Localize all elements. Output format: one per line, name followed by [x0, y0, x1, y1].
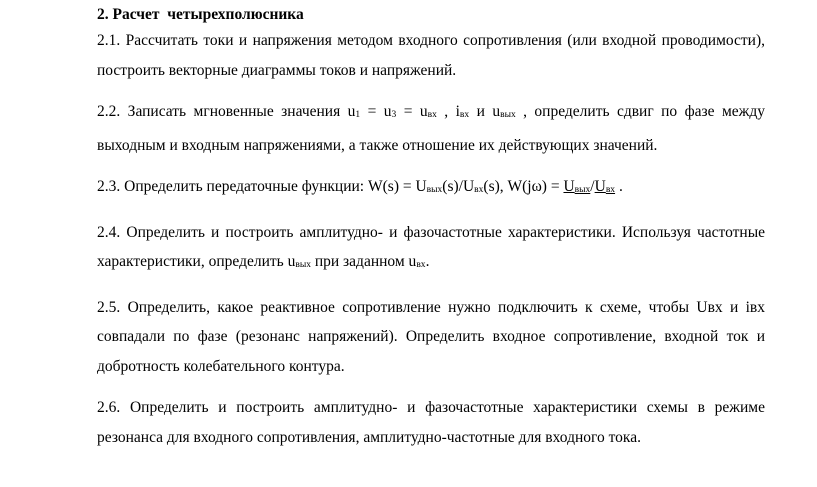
- paragraph-2-2: [97, 97, 765, 160]
- p4-subscript-2: вх: [416, 260, 426, 270]
- p3-subscript-4: вх: [605, 185, 616, 195]
- paragraph-2-4: [97, 218, 765, 281]
- p3-subscript-1: вых: [426, 185, 443, 195]
- p2-subscript-1: 1: [355, 110, 361, 120]
- p3-subscript-2: вх: [474, 185, 484, 195]
- paragraph-2-6: [97, 393, 765, 452]
- document-page: [97, 0, 765, 452]
- p4-subscript-1: вых: [295, 260, 311, 270]
- p2-text-4: , i: [436, 103, 460, 120]
- section-heading: 2. Расчет четырехполюсника: [97, 6, 304, 23]
- p3-text-5: .: [615, 178, 623, 195]
- p2-text-1: 2.2. Записать мгновенные значения u: [97, 103, 356, 120]
- paragraph-2-5: [97, 293, 765, 382]
- p2-subscript-5: вых: [500, 110, 516, 120]
- p4-text-3: .: [425, 253, 430, 270]
- paragraph-2-3: [97, 172, 765, 206]
- p2-text-5: и u: [469, 103, 501, 120]
- p4-text-1: 2.4. Определить и построить амплитудно- и фазочастотные характеристики. Используя частотные характеристики, определить u: [97, 223, 765, 270]
- paragraph-2-1: [97, 26, 765, 85]
- p3-text-2: (s)/U: [442, 178, 475, 195]
- p2-text-3: = u: [396, 103, 428, 120]
- paragraph-2-1-text: 2.1. Рассчитать токи и напряжения методом входного сопротивления (или входной проводимости), построить векторные диаграммы токов и напряжений.: [97, 32, 765, 79]
- p2-subscript-4: вх: [459, 110, 470, 120]
- p3-subscript-3: вых: [574, 185, 591, 195]
- p3-text-1: 2.3. Определить передаточные функции: W(s) = U: [97, 178, 427, 195]
- p3-underlined-1: U: [563, 178, 575, 195]
- p2-text-2: = u: [360, 103, 392, 120]
- p4-text-2: при заданном u: [310, 253, 417, 270]
- paragraph-2-5-text: 2.5. Определить, какое реактивное сопротивление нужно подключить к схеме, чтобы Uвх и iвх совпадали по фазе (резонанс напряжений). Определить входное сопротивление, входной ток и добротность колебательного контура.: [97, 298, 765, 375]
- p2-text-6: , определить сдвиг по фазе между выходным и входным напряжениями, а также отношение их действующих значений.: [97, 103, 765, 154]
- p2-subscript-2: 3: [391, 110, 397, 120]
- p3-text-3: (s), W(jω) =: [483, 178, 564, 195]
- p3-text-4: /: [590, 178, 595, 195]
- paragraph-2-6-text: 2.6. Определить и построить амплитудно- и фазочастотные характеристики схемы в режиме резонанса для входного сопротивления, амплитудно-частотные для входного тока.: [97, 399, 765, 446]
- p3-underlined-2: U: [594, 178, 606, 195]
- p2-subscript-3: вх: [427, 110, 437, 120]
